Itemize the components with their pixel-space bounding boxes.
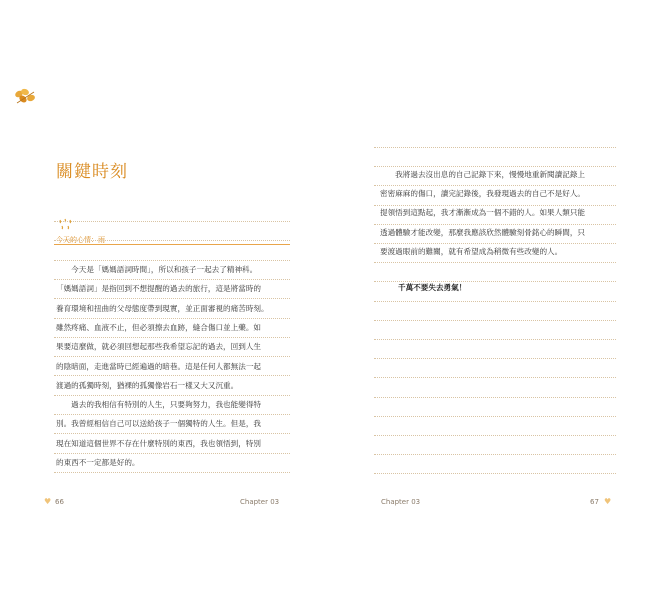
ruled-line <box>374 147 616 148</box>
ruled-line <box>54 260 290 261</box>
ruled-line <box>54 298 290 299</box>
ruled-line <box>54 279 290 280</box>
ruled-line <box>374 377 616 378</box>
body-line: 要渡過眼前的難關，就有希望成為稍微有些改變的人。 <box>380 246 563 256</box>
ruled-line <box>54 240 290 241</box>
ruled-line <box>374 339 616 340</box>
heart-icon: ♥ <box>604 497 612 506</box>
ruled-line <box>54 318 290 319</box>
ruled-line <box>374 397 616 398</box>
ruled-line <box>374 224 616 225</box>
body-line: 密密麻麻的傷口，讀完記錄後，我發現過去的自己不是好人。 <box>380 189 586 199</box>
ruled-line <box>374 416 616 417</box>
ruled-line <box>374 320 616 321</box>
ruled-line <box>54 472 290 473</box>
page-number: 66 <box>55 498 64 506</box>
body-line: 雖然疼痛、血液不止，但必須擦去血跡，縫合傷口並上藥。如 <box>56 322 262 332</box>
body-line: 現在知道這個世界不存在什麼特別的東西，我也領悟到，特別 <box>56 438 262 448</box>
ruled-line <box>54 453 290 454</box>
ruled-line <box>54 356 290 357</box>
ruled-line <box>374 262 616 263</box>
ruled-line <box>374 185 616 186</box>
ruled-line <box>374 454 616 455</box>
page-title: 關鍵時刻 <box>56 162 128 182</box>
ruled-line <box>54 375 290 376</box>
body-line: 提領悟到這點起，我才漸漸成為一個不錯的人。如果人類只能 <box>380 208 586 218</box>
body-line: 我將過去沒出息的自己記錄下來，慢慢地重新閱讀記錄上 <box>380 170 586 179</box>
ruled-line <box>374 301 616 302</box>
body-line: 的陰暗面，走進當時已經遍過的暗巷。這是任何人都無法一起 <box>56 361 262 371</box>
body-line: 果要這麼做，就必須回想起那些我希望忘記的過去，回到人生 <box>56 342 262 352</box>
ruled-line <box>54 395 290 396</box>
ruled-line <box>374 473 616 474</box>
page-number: 67 <box>590 498 599 506</box>
ruled-line <box>374 358 616 359</box>
ruled-line <box>54 221 290 222</box>
body-line: 「媽媽語詞」是指回到不想提醒的過去的旅行，這是將當時的 <box>56 284 262 294</box>
ruled-line <box>374 166 616 167</box>
ruled-line <box>374 435 616 436</box>
body-line: 透過體驗才能改變，那麼我應該欣然體驗刻骨銘心的瞬間，只 <box>380 227 586 237</box>
ruled-line <box>374 205 616 206</box>
mood-label: 今天的心情：雨 <box>56 236 105 244</box>
body-line: 今天是「媽媽語詞時間」，所以和孩子一起去了精神科。 <box>56 265 258 274</box>
ruled-line <box>54 337 290 338</box>
autumn-leaves-icon <box>14 88 38 106</box>
ruled-line <box>54 414 290 415</box>
heart-icon: ♥ <box>44 497 52 506</box>
body-line: 別。我曾經相信自己可以送給孩子一個獨特的人生。但是，我 <box>56 419 262 429</box>
chapter-label: Chapter 03 <box>381 498 421 506</box>
body-line: 渡過的孤獨時刻，猶裸的孤獨像岩石一樣又大又沉重。 <box>56 380 239 390</box>
ruled-line <box>54 433 290 434</box>
chapter-label: Chapter 03 <box>240 498 280 506</box>
body-line: 養育環境和扭曲的父母態度帶到現實，並正面審視的痛苦時刻。 <box>56 303 269 313</box>
closing-line: 千萬不要失去勇氣！ <box>398 283 467 292</box>
body-line: 過去的我相信有特別的人生，只要夠努力，我也能變得特 <box>56 400 262 410</box>
body-line: 的東西不一定都是好的。 <box>56 458 140 467</box>
mood-divider <box>54 244 290 245</box>
ruled-line <box>374 243 616 244</box>
